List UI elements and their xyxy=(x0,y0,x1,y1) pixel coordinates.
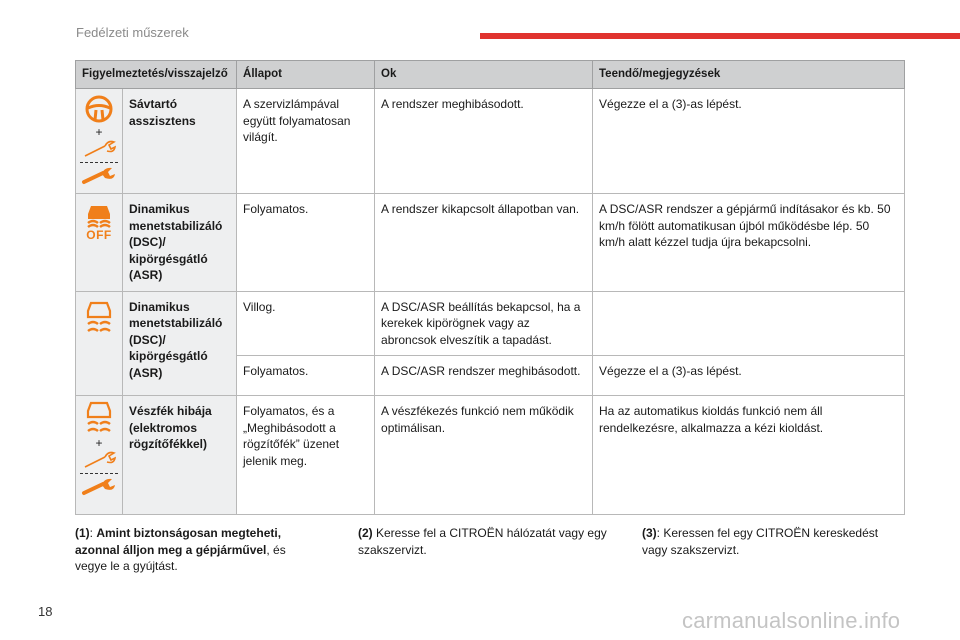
wrench-filled-icon xyxy=(81,166,117,186)
wrench-filled-icon xyxy=(81,477,117,497)
state-cell: Folyamatos. xyxy=(237,356,375,396)
table-row xyxy=(76,291,905,356)
table-row xyxy=(76,194,905,292)
footnote-2 xyxy=(358,525,628,558)
action-cell: Végezze el a (3)-as lépést. xyxy=(593,356,905,396)
action-cell: A DSC/ASR rendszer a gépjármű indításakor és kb. 50 km/h fölött automatikusan újból működésbe lép. 50 km/h alatt kézzel tudja újra bekapcsolni. xyxy=(593,194,905,292)
icon-cell xyxy=(76,194,123,292)
header-accent-bar xyxy=(480,33,960,39)
table-row xyxy=(76,396,905,515)
wrench-outline-icon xyxy=(81,139,117,159)
icon-cell xyxy=(76,396,123,515)
plus-sign: + xyxy=(95,436,103,450)
divider xyxy=(80,473,118,474)
column-header: Teendő/megjegyzések xyxy=(593,61,905,89)
state-cell: Folyamatos, és a „Meghibásodott a rögzítőfék” üzenet jelenik meg. xyxy=(237,396,375,515)
table-header-row xyxy=(76,61,905,89)
state-cell: A szervizlámpával együtt folyamatosan világít. xyxy=(237,89,375,194)
footnote-number: (1) xyxy=(75,526,90,540)
cause-cell: A rendszer kikapcsolt állapotban van. xyxy=(375,194,593,292)
dsc-asr-icon xyxy=(84,300,114,336)
cause-cell: A DSC/ASR beállítás bekapcsol, ha a kerekek kipörögnek vagy az abroncsok elveszítik a tapadást. xyxy=(375,291,593,356)
action-cell: Ha az automatikus kioldás funkció nem áll rendelkezésre, alkalmazza a kézi kioldást. xyxy=(593,396,905,515)
warning-name: Dinamikus menetstabilizáló (DSC)/ kipörgésgátló (ASR) xyxy=(123,194,237,292)
footnote-emphasis: Amint biztonságosan megteheti, azonnal álljon meg a gépjárművel xyxy=(75,526,282,557)
footnote-number: (2) xyxy=(358,526,373,540)
footnote-text: , és vegye le a gyújtást. xyxy=(75,542,286,573)
footnote-text: : Keressen fel egy CITROËN kereskedést vagy szakszervizt. xyxy=(642,526,879,557)
warning-name: Dinamikus menetstabilizáló (DSC)/ kipörgésgátló (ASR) xyxy=(123,291,237,396)
page-number: 18 xyxy=(38,604,53,619)
section-title: Fedélzeti műszerek xyxy=(76,25,189,40)
watermark: carmanualsonline.info xyxy=(682,608,901,633)
off-label: OFF xyxy=(86,228,112,242)
action-cell: Végezze el a (3)-as lépést. xyxy=(593,89,905,194)
column-header: Állapot xyxy=(237,61,375,89)
warning-name: Vészfék hibája (elektromos rögzítőfékkel) xyxy=(123,396,237,515)
column-header: Figyelmeztetés/visszajelző xyxy=(76,61,237,89)
warning-table xyxy=(75,60,905,515)
footnote-3 xyxy=(642,525,904,558)
cause-cell: A DSC/ASR rendszer meghibásodott. xyxy=(375,356,593,396)
table-row xyxy=(76,89,905,194)
footnote-number: (3) xyxy=(642,526,657,540)
icon-cell xyxy=(76,291,123,396)
state-cell: Folyamatos. xyxy=(237,194,375,292)
cause-cell: A rendszer meghibásodott. xyxy=(375,89,593,194)
warning-name: Sávtartó asszisztens xyxy=(123,89,237,194)
steering-wheel-warning-icon xyxy=(83,93,115,125)
divider xyxy=(80,162,118,163)
emergency-brake-icon xyxy=(84,400,114,436)
footnote-text: Keresse fel a CITROËN hálózatát vagy egy szakszervizt. xyxy=(358,526,607,557)
dsc-asr-off-icon xyxy=(84,202,114,228)
plus-sign: + xyxy=(95,125,103,139)
cause-cell: A vészfékezés funkció nem működik optimálisan. xyxy=(375,396,593,515)
footnote-1: (1): Amint biztonságosan megteheti, azonnal álljon meg a gépjárművel, és vegye le a gyújtást. xyxy=(75,526,286,573)
state-cell: Villog. xyxy=(237,291,375,356)
wrench-outline-icon xyxy=(81,450,117,470)
icon-cell xyxy=(76,89,123,194)
column-header: Ok xyxy=(375,61,593,89)
action-cell xyxy=(593,291,905,356)
